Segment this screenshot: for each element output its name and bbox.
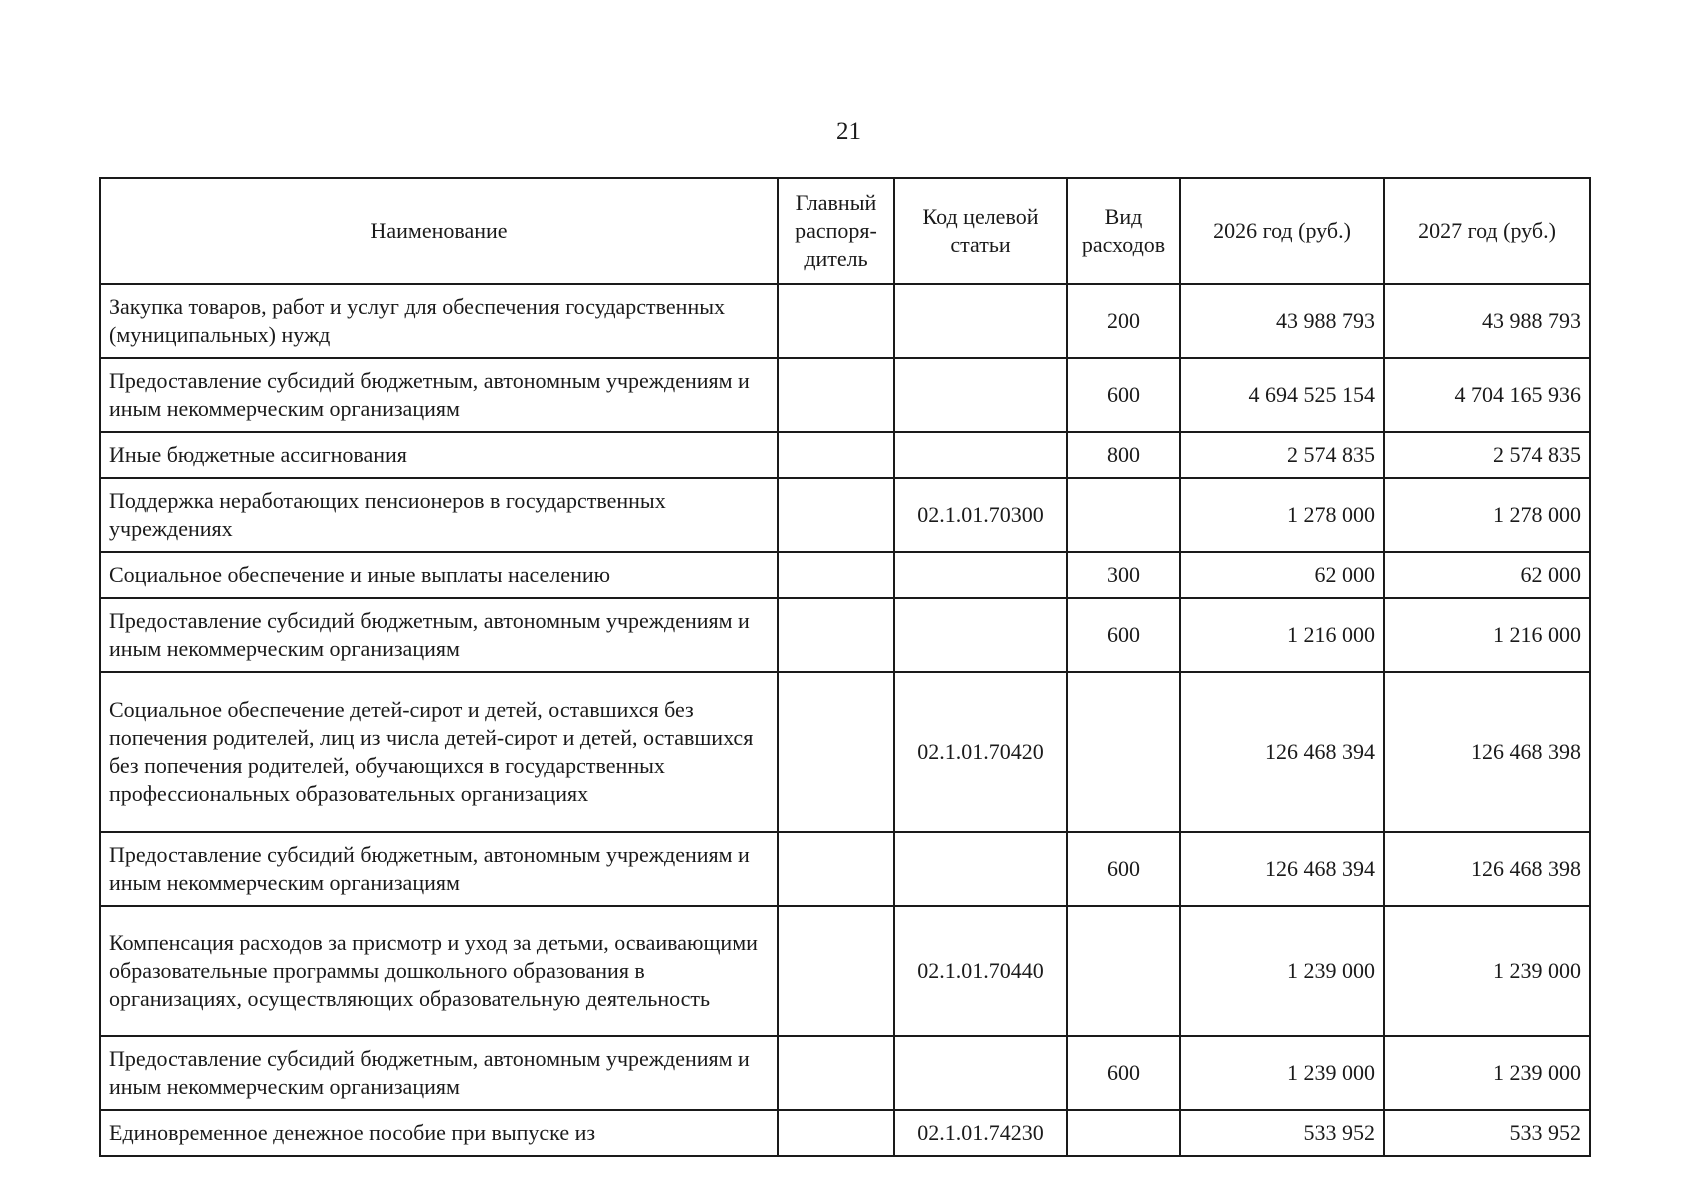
- page-number: 21: [836, 118, 861, 145]
- cell-vid: [1067, 1110, 1180, 1156]
- header-2027: 2027 год (руб.): [1384, 178, 1590, 284]
- cell-vid: 600: [1067, 358, 1180, 432]
- cell-name: Поддержка неработающих пенсионеров в государственных учреждениях: [100, 478, 778, 552]
- table-row: [100, 1110, 1590, 1156]
- header-name: Наименование: [100, 178, 778, 284]
- cell-name: Предоставление субсидий бюджетным, автономным учреждениям и иным некоммерческим организациям: [100, 598, 778, 672]
- cell-vid: [1067, 672, 1180, 832]
- cell-vid: 600: [1067, 598, 1180, 672]
- table-row: [100, 284, 1590, 358]
- cell-2026: 1 239 000: [1180, 906, 1384, 1036]
- cell-vid: 600: [1067, 1036, 1180, 1110]
- cell-code: [894, 1036, 1067, 1110]
- cell-2026: 126 468 394: [1180, 672, 1384, 832]
- cell-name: Закупка товаров, работ и услуг для обеспечения государственных (муниципальных) нужд: [100, 284, 778, 358]
- budget-table: [99, 177, 1591, 1157]
- table-row: [100, 432, 1590, 478]
- table-header-row: [100, 178, 1590, 284]
- header-vid: Вид расходов: [1067, 178, 1180, 284]
- cell-2026: 1 278 000: [1180, 478, 1384, 552]
- cell-name: Компенсация расходов за присмотр и уход за детьми, осваивающими образовательные программы дошкольного образования в организациях, осуществляющих образовательную деятельность: [100, 906, 778, 1036]
- cell-grs: [778, 672, 894, 832]
- cell-name: Иные бюджетные ассигнования: [100, 432, 778, 478]
- cell-2027: 2 574 835: [1384, 432, 1590, 478]
- cell-grs: [778, 832, 894, 906]
- cell-2026: 533 952: [1180, 1110, 1384, 1156]
- cell-2026: 4 694 525 154: [1180, 358, 1384, 432]
- cell-grs: [778, 284, 894, 358]
- cell-2026: 2 574 835: [1180, 432, 1384, 478]
- cell-code: 02.1.01.74230: [894, 1110, 1067, 1156]
- cell-2026: 62 000: [1180, 552, 1384, 598]
- cell-grs: [778, 552, 894, 598]
- header-2026: 2026 год (руб.): [1180, 178, 1384, 284]
- cell-2026: 43 988 793: [1180, 284, 1384, 358]
- cell-name: Социальное обеспечение детей-сирот и детей, оставшихся без попечения родителей, лиц из числа детей-сирот и детей, оставшихся без попечения родителей, обучающихся в государственных профессиональных образовательных организациях: [100, 672, 778, 832]
- cell-2027: 62 000: [1384, 552, 1590, 598]
- cell-name: Единовременное денежное пособие при выпуске из: [100, 1110, 778, 1156]
- table-row: [100, 1036, 1590, 1110]
- cell-name: Предоставление субсидий бюджетным, автономным учреждениям и иным некоммерческим организациям: [100, 832, 778, 906]
- table-row: [100, 552, 1590, 598]
- cell-2027: 4 704 165 936: [1384, 358, 1590, 432]
- cell-2027: 533 952: [1384, 1110, 1590, 1156]
- header-grs: Главный распоря-дитель: [778, 178, 894, 284]
- cell-vid: 300: [1067, 552, 1180, 598]
- cell-grs: [778, 478, 894, 552]
- cell-code: [894, 598, 1067, 672]
- cell-grs: [778, 1036, 894, 1110]
- cell-2027: 126 468 398: [1384, 832, 1590, 906]
- cell-vid: 800: [1067, 432, 1180, 478]
- header-code: Код целевой статьи: [894, 178, 1067, 284]
- cell-2027: 1 239 000: [1384, 1036, 1590, 1110]
- cell-grs: [778, 1110, 894, 1156]
- cell-code: [894, 832, 1067, 906]
- cell-grs: [778, 598, 894, 672]
- cell-code: 02.1.01.70420: [894, 672, 1067, 832]
- cell-2026: 126 468 394: [1180, 832, 1384, 906]
- table-row: [100, 598, 1590, 672]
- cell-code: [894, 432, 1067, 478]
- cell-2027: 1 239 000: [1384, 906, 1590, 1036]
- cell-vid: 600: [1067, 832, 1180, 906]
- cell-2027: 1 278 000: [1384, 478, 1590, 552]
- cell-code: [894, 552, 1067, 598]
- cell-2027: 126 468 398: [1384, 672, 1590, 832]
- cell-name: Предоставление субсидий бюджетным, автономным учреждениям и иным некоммерческим организациям: [100, 1036, 778, 1110]
- cell-2026: 1 239 000: [1180, 1036, 1384, 1110]
- cell-grs: [778, 358, 894, 432]
- cell-code: 02.1.01.70440: [894, 906, 1067, 1036]
- table-row: [100, 906, 1590, 1036]
- cell-grs: [778, 432, 894, 478]
- cell-code: 02.1.01.70300: [894, 478, 1067, 552]
- table-row: [100, 358, 1590, 432]
- cell-2026: 1 216 000: [1180, 598, 1384, 672]
- cell-code: [894, 284, 1067, 358]
- table-row: [100, 832, 1590, 906]
- cell-2027: 1 216 000: [1384, 598, 1590, 672]
- table-row: [100, 478, 1590, 552]
- cell-name: Социальное обеспечение и иные выплаты населению: [100, 552, 778, 598]
- cell-2027: 43 988 793: [1384, 284, 1590, 358]
- table-row: [100, 672, 1590, 832]
- cell-vid: [1067, 906, 1180, 1036]
- cell-grs: [778, 906, 894, 1036]
- cell-code: [894, 358, 1067, 432]
- cell-name: Предоставление субсидий бюджетным, автономным учреждениям и иным некоммерческим организациям: [100, 358, 778, 432]
- cell-vid: 200: [1067, 284, 1180, 358]
- cell-vid: [1067, 478, 1180, 552]
